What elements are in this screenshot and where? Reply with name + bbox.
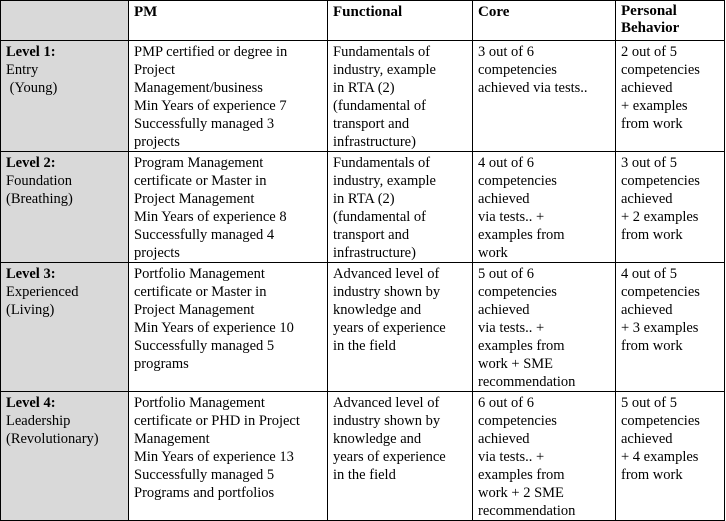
core-line: achieved (478, 191, 530, 207)
table-row (1, 41, 725, 152)
behavior-line: from work (621, 338, 683, 354)
pm-line: Project (134, 62, 176, 78)
core-cell (473, 152, 616, 263)
behavior-line: achieved (621, 431, 673, 447)
core-cell (473, 392, 616, 521)
behavior-line: achieved (621, 80, 673, 96)
header-behavior-line: Personal Behavior (621, 3, 680, 36)
core-line: competencies (478, 62, 557, 78)
behavior-line: 5 out of 5 (621, 395, 677, 411)
level-number: Level 1: (6, 44, 56, 60)
functional-line: transport and (333, 227, 410, 243)
level-cell (1, 41, 129, 152)
core-line: examples from (478, 467, 565, 483)
behavior-line: + examples (621, 98, 688, 114)
core-line: work + 2 SME (478, 485, 564, 501)
pm-line: Project Management (134, 191, 255, 207)
core-line: via tests.. + (478, 449, 545, 465)
core-line: recommendation (478, 374, 576, 390)
behavior-line: competencies (621, 284, 700, 300)
functional-line: knowledge and (333, 302, 422, 318)
level-name: Entry (Young) (6, 62, 58, 96)
functional-line: industry shown by (333, 413, 441, 429)
behavior-line: from work (621, 227, 683, 243)
header-row (1, 1, 725, 41)
behavior-line: achieved (621, 302, 673, 318)
behavior-line: from work (621, 116, 683, 132)
behavior-line: competencies (621, 62, 700, 78)
core-line: examples from (478, 338, 565, 354)
core-line: 6 out of 6 (478, 395, 534, 411)
core-line: via tests.. + (478, 320, 545, 336)
header-core: Core (473, 1, 616, 41)
core-line: via tests.. + (478, 209, 545, 225)
pm-line: Portfolio Management (134, 266, 265, 282)
pm-line: certificate or Master in (134, 173, 267, 189)
functional-line: industry shown by (333, 284, 441, 300)
behavior-line: 2 out of 5 (621, 44, 677, 60)
core-line: achieved (478, 431, 530, 447)
behavior-line: + 3 examples (621, 320, 699, 336)
functional-line: industry, example (333, 62, 436, 78)
core-cell (473, 263, 616, 392)
core-line: work + SME (478, 356, 554, 372)
header-functional: Functional (328, 1, 473, 41)
table-row (1, 263, 725, 392)
pm-line: certificate or Master in (134, 284, 267, 300)
core-line: recommendation (478, 503, 576, 519)
pm-line: Min Years of experience 8 (134, 209, 287, 225)
level-name: Leadership (Revolutionary) (6, 413, 99, 447)
behavior-cell (616, 263, 725, 392)
header-pm: PM (129, 1, 328, 41)
core-line: 5 out of 6 (478, 266, 534, 282)
behavior-line: + 4 examples (621, 449, 699, 465)
level-number: Level 2: (6, 155, 56, 171)
pm-cell (129, 392, 328, 521)
behavior-line: 4 out of 5 (621, 266, 677, 282)
functional-line: industry, example (333, 173, 436, 189)
core-line: 3 out of 6 (478, 44, 534, 60)
table-body (1, 41, 725, 521)
pm-line: Successfully managed 3 (134, 116, 275, 132)
functional-cell (328, 152, 473, 263)
functional-line: transport and (333, 116, 410, 132)
functional-line: years of experience (333, 449, 446, 465)
behavior-line: competencies (621, 413, 700, 429)
functional-line: Advanced level of (333, 266, 440, 282)
header-corner-cell (1, 1, 129, 41)
core-line: work (478, 245, 508, 261)
core-line: examples from (478, 227, 565, 243)
behavior-cell (616, 152, 725, 263)
pm-line: Programs and portfolios (134, 485, 275, 501)
behavior-line: + 2 examples (621, 209, 699, 225)
pm-cell (129, 152, 328, 263)
functional-line: in RTA (2) (333, 80, 395, 96)
level-name: Experienced (Living) (6, 284, 79, 318)
pm-line: programs (134, 356, 189, 372)
functional-cell (328, 41, 473, 152)
level-cell (1, 392, 129, 521)
level-number: Level 3: (6, 266, 56, 282)
core-line: 4 out of 6 (478, 155, 534, 171)
functional-line: (fundamental of (333, 209, 427, 225)
pm-line: Program Management (134, 155, 264, 171)
behavior-line: 3 out of 5 (621, 155, 677, 171)
core-line: achieved via tests.. (478, 80, 588, 96)
functional-line: in RTA (2) (333, 191, 395, 207)
pm-line: PMP certified or degree in (134, 44, 288, 60)
behavior-line: from work (621, 467, 683, 483)
pm-line: Successfully managed 5 (134, 467, 275, 483)
functional-cell (328, 392, 473, 521)
functional-cell (328, 263, 473, 392)
behavior-cell (616, 392, 725, 521)
pm-line: Min Years of experience 7 (134, 98, 287, 114)
pm-line: Management (134, 431, 210, 447)
level-name: Foundation (Breathing) (6, 173, 73, 207)
pm-line: projects (134, 134, 180, 150)
level-number: Level 4: (6, 395, 56, 411)
pm-line: Successfully managed 4 (134, 227, 275, 243)
pm-line: Successfully managed 5 (134, 338, 275, 354)
pm-line: Min Years of experience 13 (134, 449, 294, 465)
core-line: competencies (478, 413, 557, 429)
functional-line: Advanced level of (333, 395, 440, 411)
functional-line: in the field (333, 338, 396, 354)
pm-cell (129, 41, 328, 152)
behavior-line: achieved (621, 191, 673, 207)
behavior-cell (616, 41, 725, 152)
header-personal-behavior (616, 1, 725, 41)
level-cell (1, 152, 129, 263)
functional-line: knowledge and (333, 431, 422, 447)
level-cell (1, 263, 129, 392)
pm-line: Min Years of experience 10 (134, 320, 294, 336)
pm-line: Management/business (134, 80, 263, 96)
pm-line: projects (134, 245, 180, 261)
pm-line: Portfolio Management (134, 395, 265, 411)
functional-line: years of experience (333, 320, 446, 336)
functional-line: Fundamentals of (333, 44, 431, 60)
core-line: competencies (478, 173, 557, 189)
pm-cell (129, 263, 328, 392)
core-line: competencies (478, 284, 557, 300)
table-row (1, 152, 725, 263)
functional-line: (fundamental of (333, 98, 427, 114)
core-cell (473, 41, 616, 152)
functional-line: Fundamentals of (333, 155, 431, 171)
pm-line: certificate or PHD in Project (134, 413, 300, 429)
functional-line: infrastructure) (333, 245, 416, 261)
functional-line: infrastructure) (333, 134, 416, 150)
pm-line: Project Management (134, 302, 255, 318)
table-row (1, 392, 725, 521)
core-line: achieved (478, 302, 530, 318)
functional-line: in the field (333, 467, 396, 483)
behavior-line: competencies (621, 173, 700, 189)
